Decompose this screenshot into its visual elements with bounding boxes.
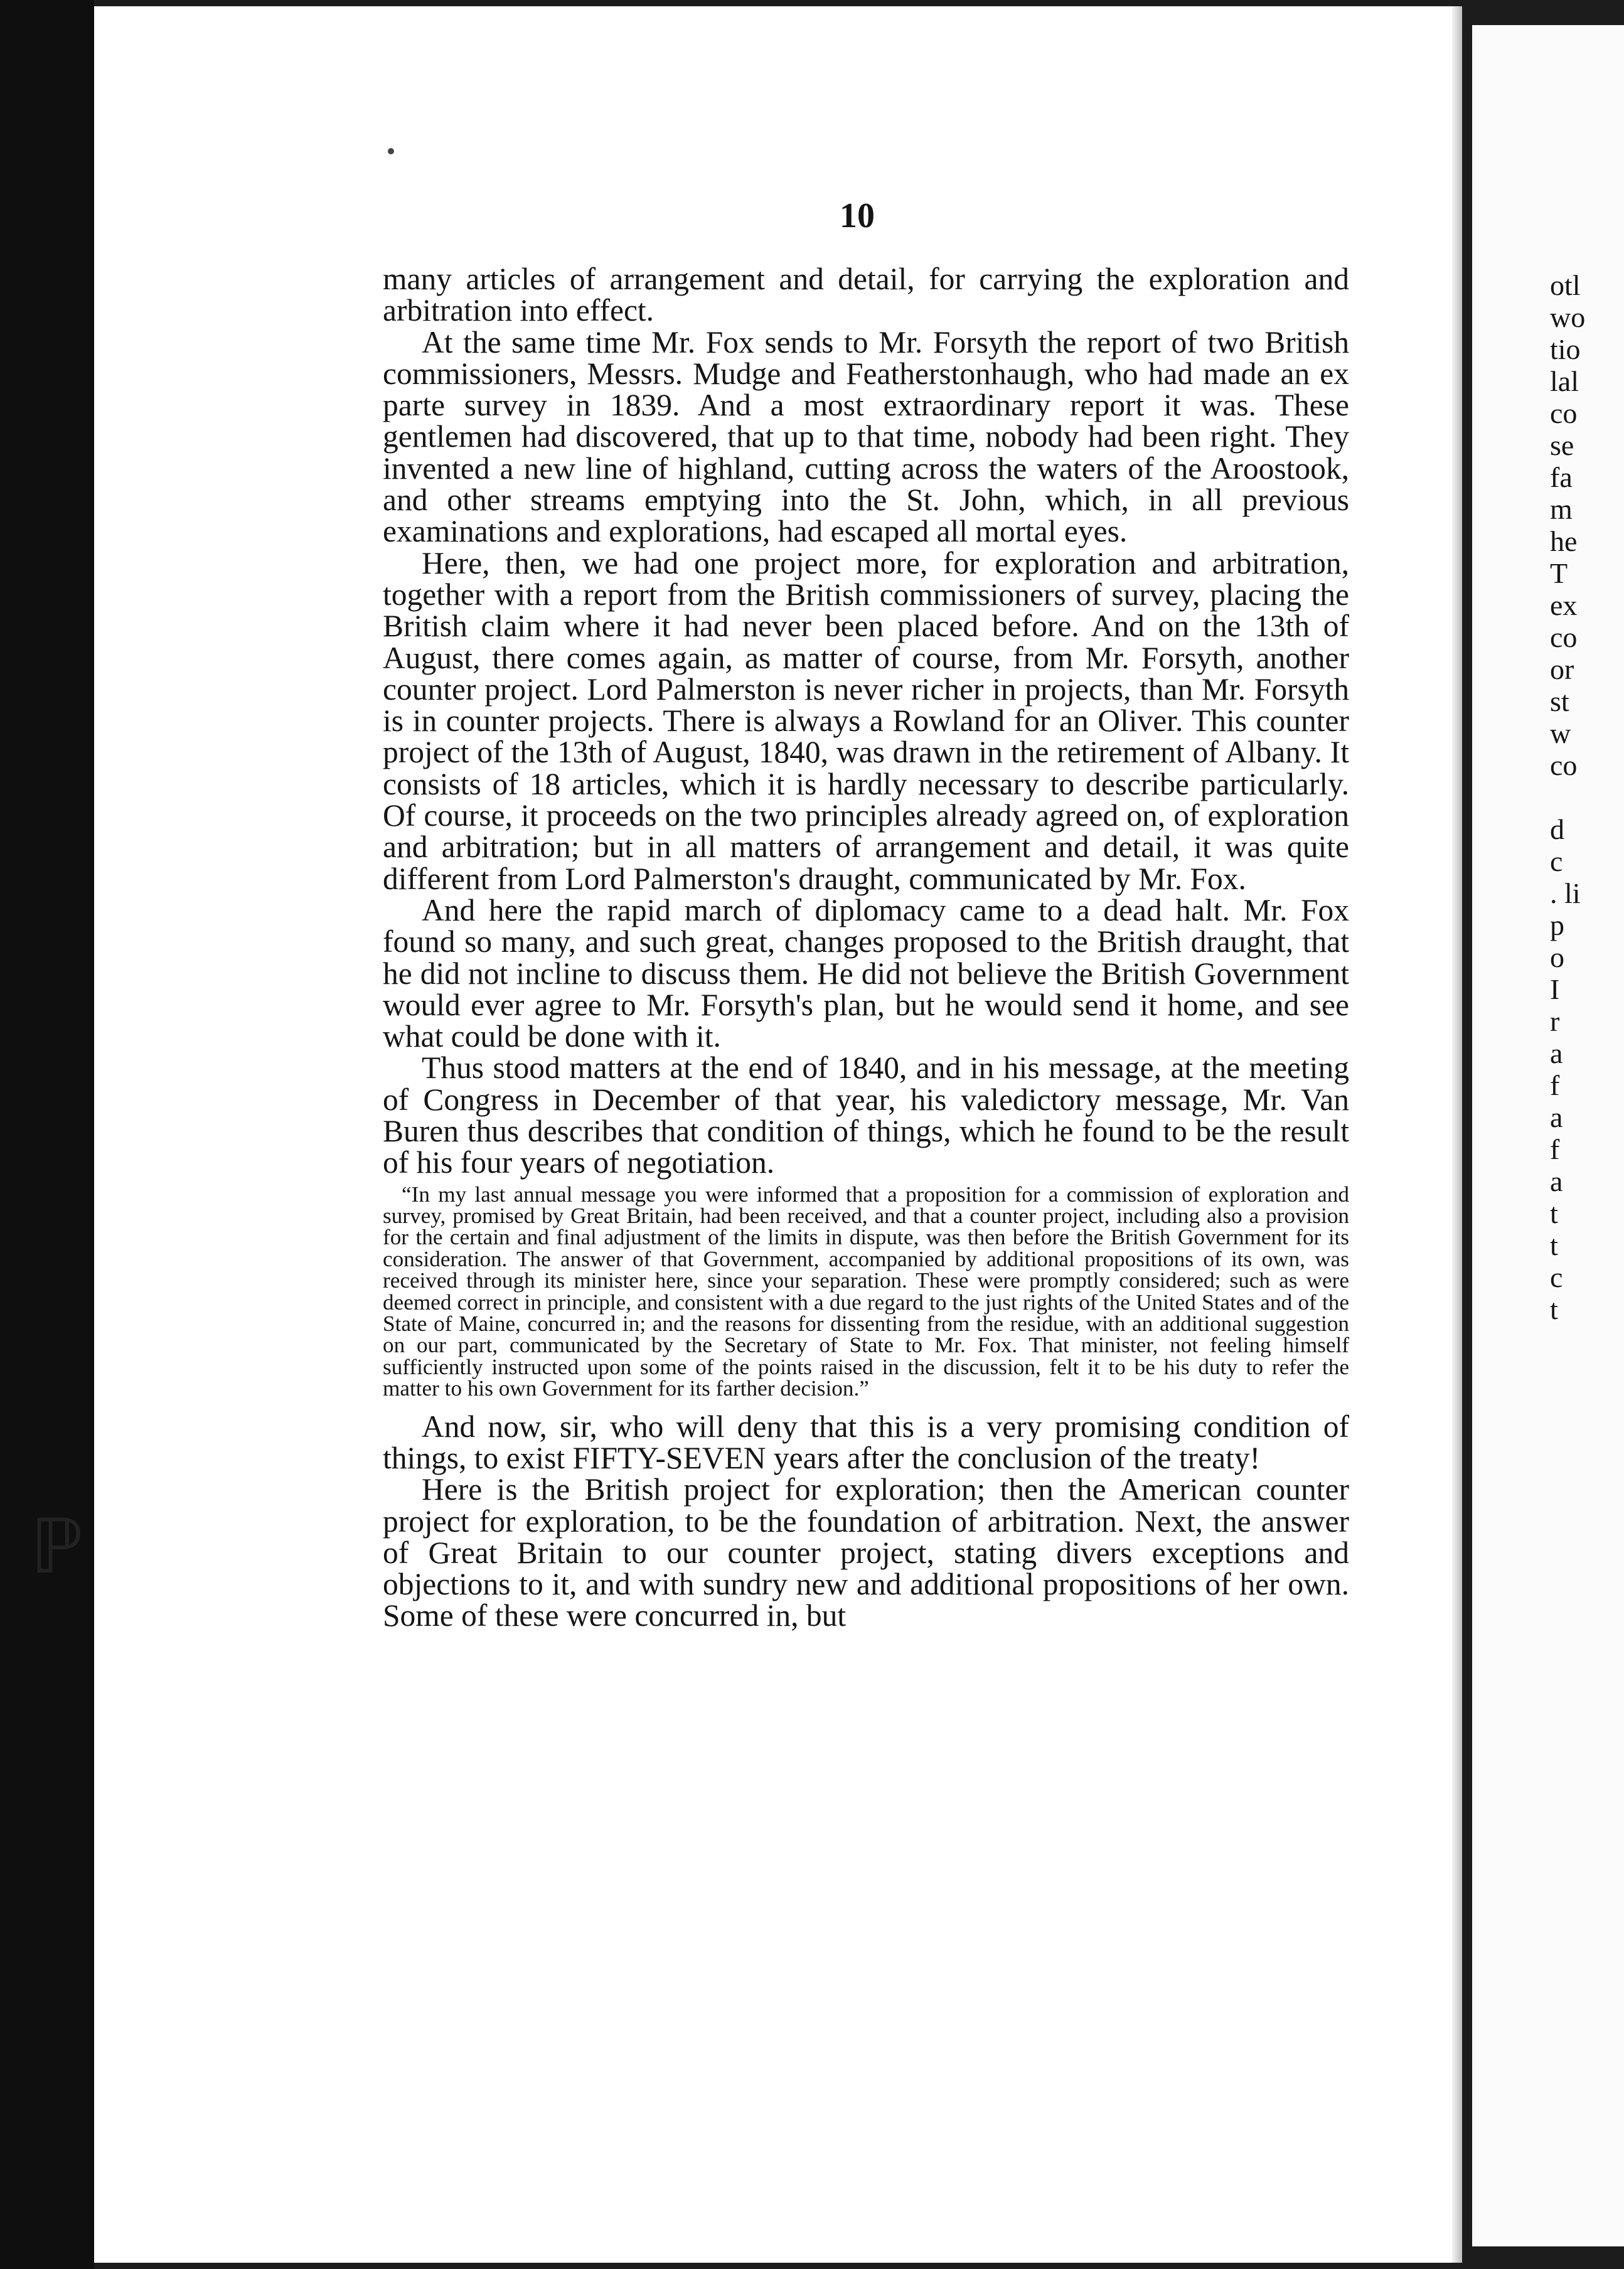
ink-speck [388,148,394,154]
facing-page-fragment: t [1550,1229,1558,1261]
facing-page-fragment: o [1550,941,1564,973]
paragraph: And here the rapid march of diplomacy came to a dead halt. Mr. Fox found so many, and such great, changes proposed to the British draught, that he did not incline to discuss them. He did not believe the British Government would ever agree to Mr. Forsyth's plan, but he would send it home, and see what could be done with it. [383,892,1349,1054]
facing-page-fragment: co [1550,621,1578,653]
facing-page-fragment: w [1550,717,1571,749]
paragraph: Here, then, we had one project more, for exploration and arbitration, together with a report from the British commissioners of survey, placing the British claim where it had never been placed before. And on the 13th of August, there comes again, as matter of course, from Mr. Forsyth, another counter project. Lord Palmerston is never richer in projects, than Mr. Forsyth is in counter projects. There is always a Rowland for an Oliver. This counter project of the 13th of August, 1840, was drawn in the retirement of Albany. It consists of 18 articles, which it is hardly necessary to describe particularly. Of course, it proceeds on the two principles already agreed on, of exploration and arbitration; but in all matters of arrangement and detail, it was quite different from Lord Palmerston's draught, communicated by Mr. Fox. [383,545,1349,896]
facing-page-fragment: t [1550,1293,1558,1325]
facing-page-fragment: a [1550,1037,1563,1069]
facing-page-fragment: c [1550,845,1563,877]
paragraph: And now, sir, who will deny that this is a very promising condition of things, to exist FIFTY-SEVEN years after the conclusion of the treaty! [383,1409,1349,1475]
paragraph: Thus stood matters at the end of 1840, and in his message, at the meeting of Congress in December of that year, his valedictory message, Mr. Van Buren thus describes that condition of things, which he found to be the result of his four years of negotiation. [383,1050,1349,1180]
facing-page-fragment: p [1550,909,1564,941]
facing-page-fragment: he [1550,525,1578,557]
facing-page [1472,25,1624,2246]
facing-page-fragment: lal [1550,365,1579,397]
paragraph: Here is the British project for exploration; then the American counter project for exploration, to be the foundation of arbitration. Next, the answer of Great Britain to our counter project, stating divers exceptions and objections to it, and with sundry new and additional propositions of her own. Some of these were concurred in, but [383,1472,1349,1633]
margin-mark-icon: ℙ [30,1503,83,1591]
paragraph: At the same time Mr. Fox sends to Mr. Forsyth the report of two British commissioners, Messrs. Mudge and Featherstonhaugh, who had made an ex parte survey in 1839. And a most extraordinary report it was. These gentlemen had discovered, that up to that time, nobody had been right. They invented a new line of highland, cutting across the waters of the Aroostook, and other streams emptying into the St. John, which, in all previous examinations and explorations, had escaped all mortal eyes. [383,324,1349,549]
facing-page-fragment: ex [1550,589,1578,621]
facing-page-fragment: or [1550,653,1574,685]
paragraph: many articles of arrangement and detail, for carrying the exploration and arbitration into effect. [383,262,1349,328]
facing-page-fragment: d [1550,813,1564,845]
facing-page-fragment: a [1550,1101,1563,1133]
body-text [383,264,1349,1632]
facing-page-fragment: wo [1550,301,1586,333]
facing-page-fragment: t [1550,1197,1558,1229]
facing-page-fragment: f [1550,1069,1560,1101]
facing-page-fragment: st [1550,685,1569,717]
facing-page-fragment: . li [1550,877,1581,909]
facing-page-fragment: tio [1550,333,1581,365]
page-number: 10 [840,196,875,235]
block-quote: “In my last annual message you were informed that a proposition for a commission of exploration and survey, promised by Great Britain, had been received, and that a counter project, including also a provision for the certain and final adjustment of the limits in dispute, was then before the British Government for its consideration. The answer of that Government, accompanied by additional propositions of its own, was received through its minister here, since your separation. These were promptly considered; such as were deemed correct in principle, and consistent with a due regard to the just rights of the United States and of the State of Maine, concurred in; and the reasons for dissenting from the residue, with an additional suggestion on our part, communicated by the Secretary of State to Mr. Fox. That minister, not feeling himself sufficiently instructed upon some of the points raised in the discussion, felt it to be his duty to refer the matter to his own Government for its farther decision.” [383,1182,1349,1401]
facing-page-fragment: otl [1550,269,1581,301]
facing-page-fragment: m [1550,493,1573,525]
facing-page-fragment: fa [1550,461,1573,493]
facing-page-fragment: a [1550,1165,1563,1197]
facing-page-fragment: f [1550,1133,1560,1165]
facing-page-fragment: T [1550,557,1568,589]
facing-page-fragment: I [1550,973,1560,1005]
scan-background [0,0,94,2269]
facing-page-fragment: co [1550,749,1578,781]
facing-page-fragment: se [1550,429,1574,461]
facing-page-fragment: r [1550,1005,1560,1037]
facing-page-fragment: c [1550,1261,1563,1293]
facing-page-fragment: co [1550,397,1578,429]
gutter-shadow [1452,6,1462,2263]
